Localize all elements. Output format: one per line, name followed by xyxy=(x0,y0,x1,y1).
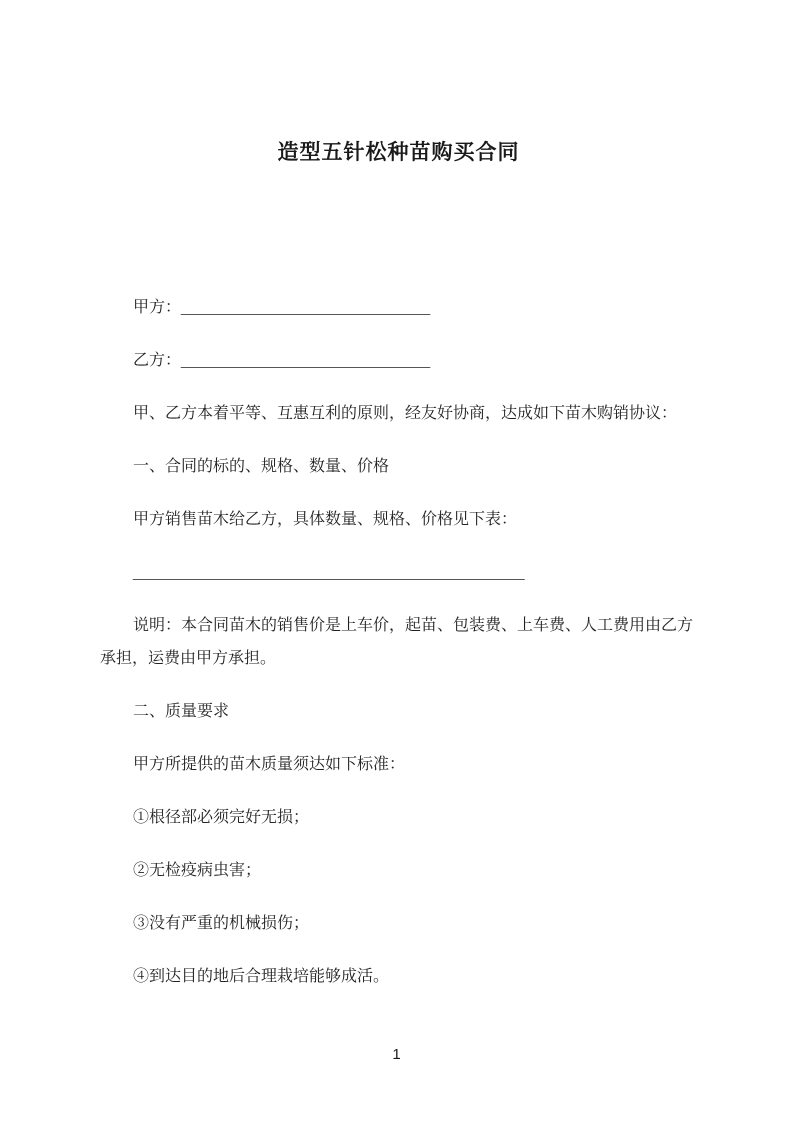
section-1-heading: 一、合同的标的、规格、数量、价格 xyxy=(133,458,390,475)
party-a-line xyxy=(100,291,697,324)
note-paragraph: 说明：本合同苗木的销售价是上车价，起苗、包装费、上车费、人工费用由乙方承担，运费由甲方承担。 xyxy=(100,617,694,667)
quality-item-1: ①根径部必须完好无损； xyxy=(133,809,310,826)
table-placeholder-line: ____________________________________________ xyxy=(133,564,525,581)
party-a-blank: ____________________________ xyxy=(181,299,431,316)
intro-paragraph: 甲、乙方本着平等、互惠互利的原则，经友好协商，达成如下苗木购销协议： xyxy=(133,405,678,422)
quality-item-2: ②无检疫病虫害； xyxy=(133,862,262,879)
party-b-blank: ____________________________ xyxy=(181,352,431,369)
party-a-label: 甲方： xyxy=(133,299,182,316)
quality-item-3: ③没有严重的机械损伤； xyxy=(133,915,310,932)
section-2-body: 甲方所提供的苗木质量须达如下标准： xyxy=(133,756,406,773)
section-2-heading: 二、质量要求 xyxy=(133,703,230,720)
section-1-body: 甲方销售苗木给乙方，具体数量、规格、价格见下表： xyxy=(133,511,518,528)
document-title: 造型五针松种苗购买合同 xyxy=(277,141,520,164)
page-number: 1 xyxy=(392,1046,401,1063)
party-b-label: 乙方： xyxy=(133,352,182,369)
quality-item-4: ④到达目的地后合理栽培能够成活。 xyxy=(133,968,390,985)
party-b-line xyxy=(100,344,697,377)
